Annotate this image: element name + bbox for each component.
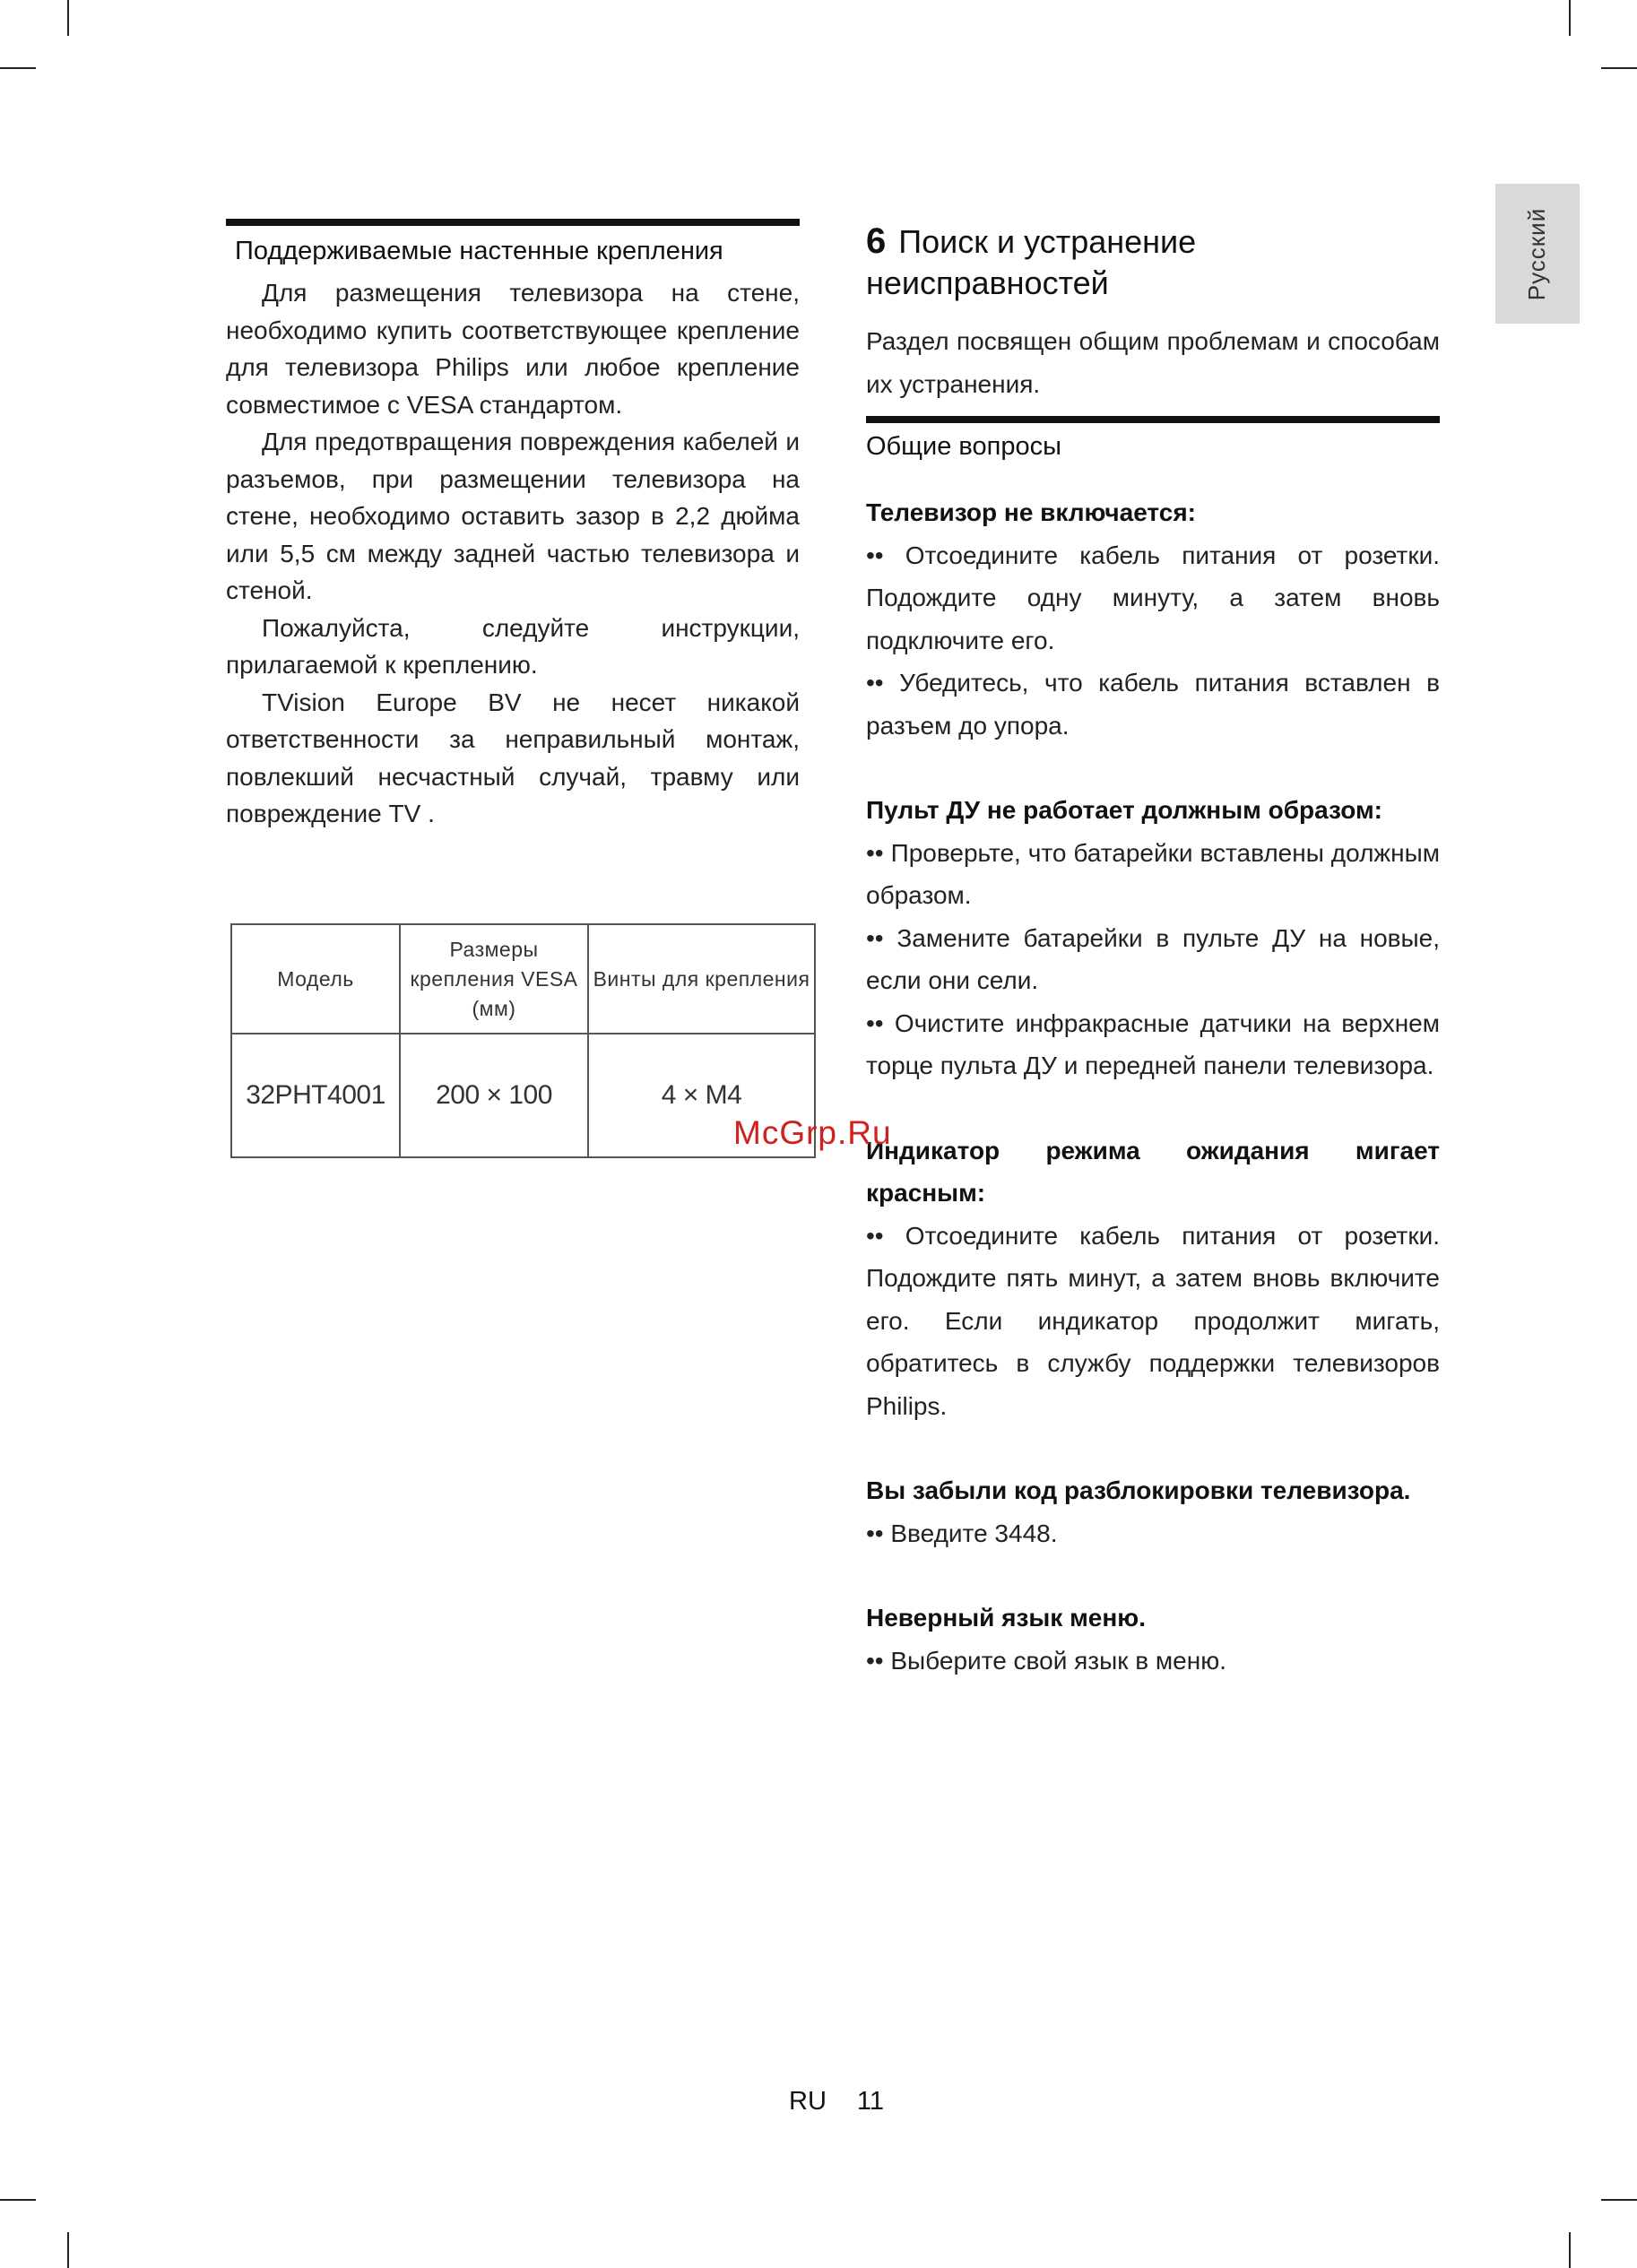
- problem-answer: •• Проверьте, что батарейки вставлены должным образом.: [866, 838, 1440, 909]
- chapter-title-text: Поиск и устранение неисправностей: [866, 223, 1197, 301]
- chapter-intro: Раздел посвящен общим проблемам и способам их устранения.: [866, 327, 1440, 398]
- table-cell-vesa: 200 × 100: [400, 1034, 588, 1157]
- left-column: [226, 219, 800, 833]
- subheading-rule: [866, 416, 1440, 423]
- table-header-screws: Винты для крепления: [588, 924, 815, 1034]
- crop-mark: [67, 2232, 69, 2268]
- crop-mark: [1569, 2232, 1571, 2268]
- crop-mark: [67, 0, 69, 36]
- table-header-model: Модель: [231, 924, 400, 1034]
- problem-answer: •• Замените батарейки в пульте ДУ на новые, если они сели.: [866, 923, 1440, 994]
- footer-lang: RU: [789, 2087, 827, 2116]
- problem-answer: •• Отсоедините кабель питания от розетки. Подождите пять минут, а затем вновь включите его. Если индикатор продолжит мигать, обратитесь в службу поддержки телевизоров Philips.: [866, 1221, 1440, 1420]
- paragraph: Для предотвращения повреждения кабелей и разъемов, при размещении телевизора на стене, необходимо оставить зазор в 2,2 дюйма или 5,5 см между задней частью телевизора и стеной.: [226, 428, 800, 604]
- problem-question: Индикатор режима ожидания мигает красным:: [866, 1136, 1440, 1207]
- crop-mark: [1601, 2199, 1637, 2201]
- right-column: [866, 219, 1440, 1682]
- chapter-number: 6: [866, 221, 887, 261]
- table-header-row: [231, 924, 815, 1034]
- problem-question: Вы забыли код разблокировки телевизора.: [866, 1476, 1411, 1504]
- paragraph: TVision Europe BV не несет никакой ответственности за неправильный монтаж, повлекший несчастный случай, травму или повреждение TV .: [226, 688, 800, 827]
- problem-question: Неверный язык меню.: [866, 1604, 1146, 1632]
- crop-mark: [1569, 0, 1571, 36]
- problem-answer: •• Отсоедините кабель питания от розетки. Подождите одну минуту, а затем вновь подключите его.: [866, 541, 1440, 654]
- watermark-link[interactable]: McGrp.Ru: [733, 1114, 892, 1151]
- problem-answer: •• Убедитесь, что кабель питания вставлен в разъем до упора.: [866, 669, 1440, 740]
- wall-mount-heading: Поддерживаемые настенные крепления: [235, 237, 723, 265]
- language-tab-label: Русский: [1523, 207, 1551, 300]
- table-row: [231, 1034, 815, 1157]
- paragraph: Для размещения телевизора на стене, необходимо купить соответствующее крепление для телевизора Philips или любое крепление совместимое с VESA стандартом.: [226, 279, 800, 419]
- crop-mark: [1601, 67, 1637, 69]
- problem-question: Телевизор не включается:: [866, 498, 1196, 526]
- problem-answer: •• Введите 3448.: [866, 1519, 1058, 1547]
- general-questions-heading: Общие вопросы: [866, 432, 1061, 461]
- paragraph: Пожалуйста, следуйте инструкции, прилагаемой к креплению.: [226, 613, 800, 679]
- table-cell-model: 32PHT4001: [231, 1034, 400, 1157]
- problem-answer: •• Очистите инфракрасные датчики на верхнем торце пульта ДУ и передней панели телевизора.: [866, 1008, 1440, 1079]
- table-header-vesa: Размеры крепления VESA (мм): [400, 924, 588, 1034]
- chapter-title: [866, 221, 1440, 304]
- crop-mark: [0, 2199, 36, 2201]
- page-footer: [789, 2087, 914, 2117]
- crop-mark: [0, 67, 36, 69]
- heading-rule: [226, 219, 800, 226]
- vesa-table: [230, 923, 816, 1158]
- table-cell-screws: 4 × M4: [588, 1034, 815, 1157]
- problem-question: Пульт ДУ не работает должным образом:: [866, 796, 1383, 824]
- problem-answer: •• Выберите свой язык в меню.: [866, 1646, 1226, 1675]
- page-number: 11: [856, 2087, 884, 2116]
- language-tab: [1495, 184, 1580, 324]
